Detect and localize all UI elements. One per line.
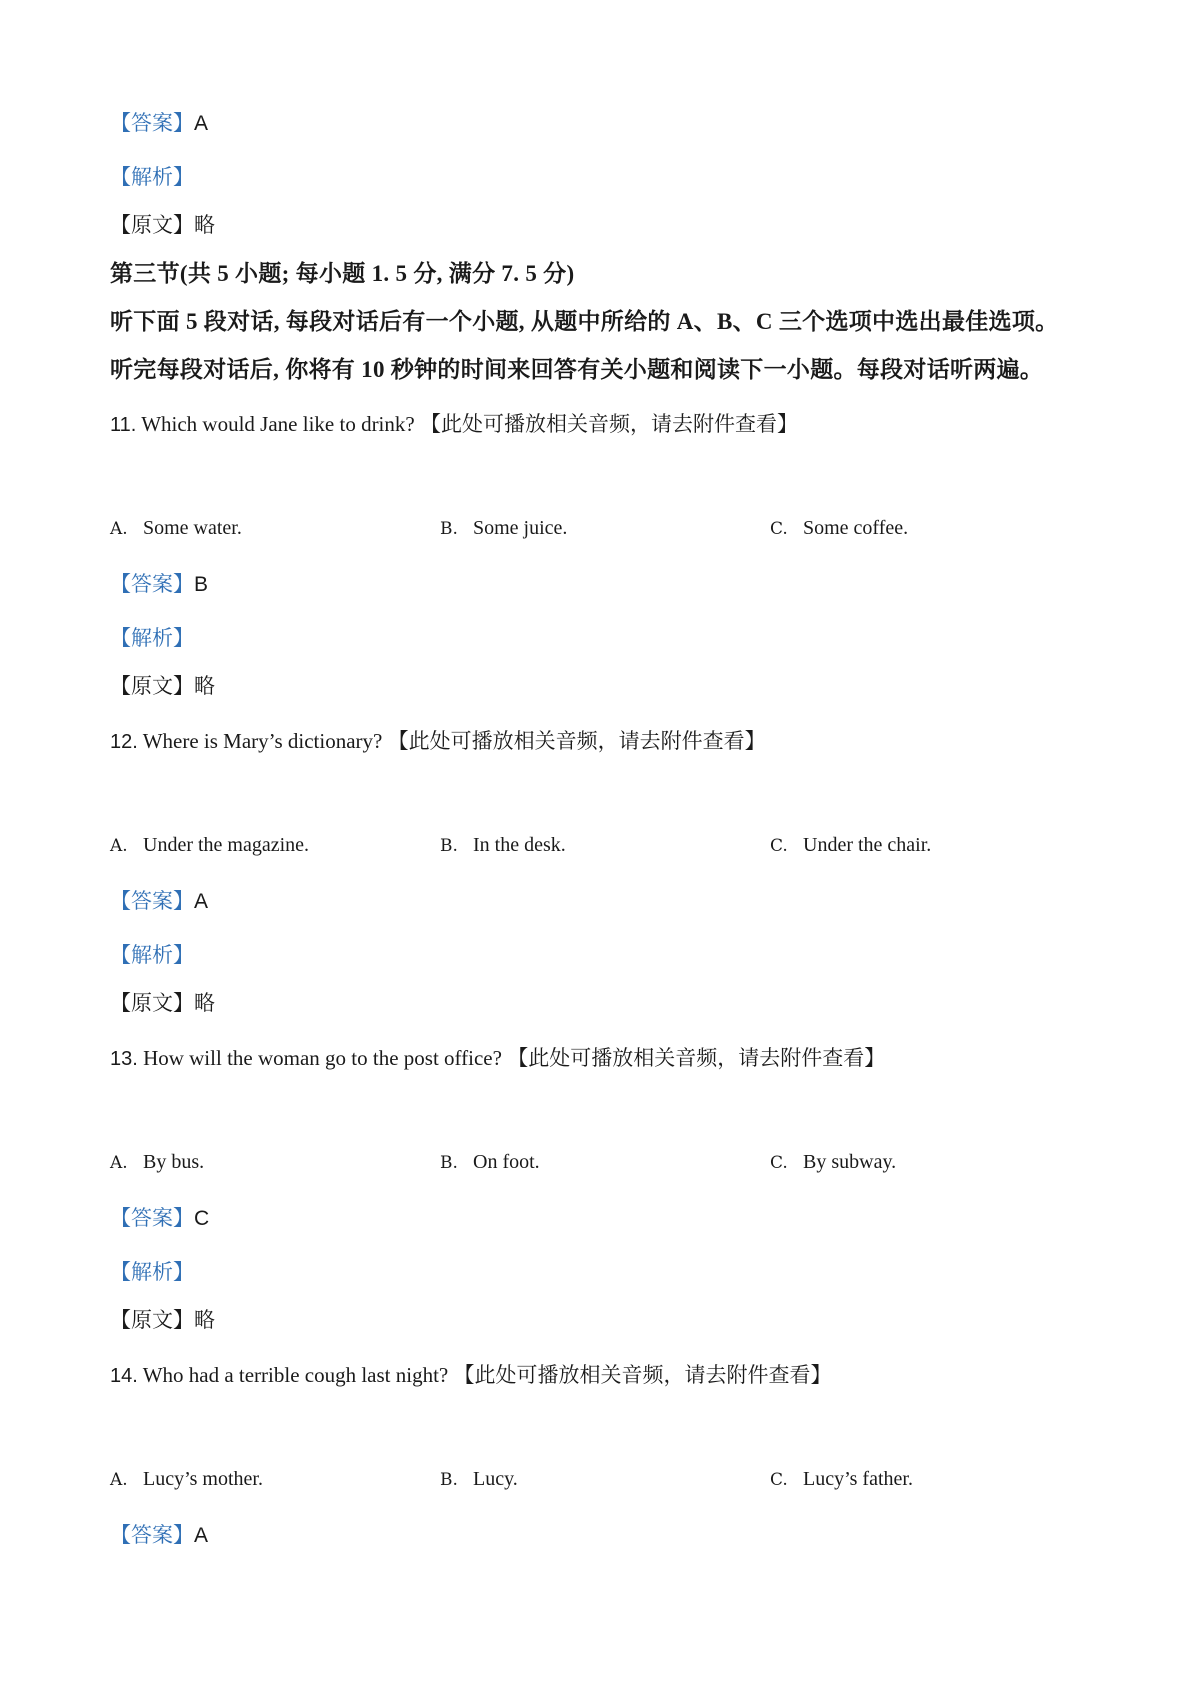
answer-value: A <box>194 1524 209 1547</box>
original-label: 【原文】 <box>110 1308 194 1332</box>
analysis-label: 【解析】 <box>110 943 194 967</box>
original-label: 【原文】 <box>110 213 194 237</box>
answer-label: 【答案】 <box>110 111 194 135</box>
audio-note: 【此处可播放相关音频，请去附件查看】 <box>507 1046 886 1070</box>
question-number: 14. <box>110 1365 138 1387</box>
option-c[interactable]: C. By subway. <box>770 1151 897 1173</box>
option-a[interactable]: A. Under the magazine. <box>110 834 310 856</box>
section-title: 第三节(共 5 小题; 每小题 1. 5 分, 满分 7. 5 分) <box>110 261 575 286</box>
original-line <box>110 993 215 1014</box>
analysis-label: 【解析】 <box>110 165 194 189</box>
section-instruction-2: 听完每段对话后, 你将有 10 秒钟的时间来回答有关小题和阅读下一小题。每段对话听两遍。 <box>110 357 1044 382</box>
answer-label: 【答案】 <box>110 1206 194 1230</box>
option-a[interactable]: A. By bus. <box>110 1151 205 1173</box>
original-line <box>110 676 215 697</box>
answer-value: A <box>194 112 209 135</box>
option-b[interactable]: B. In the desk. <box>440 834 566 856</box>
answer-line <box>110 574 208 595</box>
analysis-label: 【解析】 <box>110 626 194 650</box>
option-c[interactable]: C. Lucy’s father. <box>770 1468 913 1490</box>
original-value: 略 <box>194 674 215 698</box>
answer-line <box>110 1208 209 1229</box>
answer-value: C <box>194 1207 210 1230</box>
option-b[interactable]: B. Lucy. <box>440 1468 518 1490</box>
answer-label: 【答案】 <box>110 1523 194 1547</box>
original-label: 【原文】 <box>110 991 194 1015</box>
question-text: Where is Mary’s dictionary? <box>142 729 383 753</box>
question-14 <box>110 1365 832 1386</box>
option-a[interactable]: A. Lucy’s mother. <box>110 1468 263 1490</box>
answer-label: 【答案】 <box>110 572 194 596</box>
answer-line <box>110 1525 208 1546</box>
question-12 <box>110 731 766 752</box>
option-b[interactable]: B. On foot. <box>440 1151 540 1173</box>
section-instruction-1: 听下面 5 段对话, 每段对话后有一个小题, 从题中所给的 A、B、C 三个选项中选出最佳选项。 <box>110 309 1059 334</box>
answer-label: 【答案】 <box>110 889 194 913</box>
audio-note: 【此处可播放相关音频，请去附件查看】 <box>387 729 766 753</box>
question-text: Which would Jane like to drink? <box>141 412 415 436</box>
original-label: 【原文】 <box>110 674 194 698</box>
audio-note: 【此处可播放相关音频，请去附件查看】 <box>453 1363 832 1387</box>
option-c[interactable]: C. Under the chair. <box>770 834 932 856</box>
original-value: 略 <box>194 1308 215 1332</box>
question-text: Who had a terrible cough last night? <box>142 1363 449 1387</box>
answer-value: A <box>194 890 209 913</box>
question-13 <box>110 1048 885 1069</box>
question-number: 13. <box>110 1048 138 1070</box>
audio-note: 【此处可播放相关音频，请去附件查看】 <box>419 412 798 436</box>
answer-line <box>110 113 208 134</box>
original-value: 略 <box>194 991 215 1015</box>
question-11 <box>110 414 798 435</box>
answer-line <box>110 891 208 912</box>
original-line <box>110 215 215 236</box>
question-text: How will the woman go to the post office? <box>143 1046 502 1070</box>
option-b[interactable]: B. Some juice. <box>440 517 568 539</box>
question-number: 12. <box>110 731 138 753</box>
question-number: 11. <box>110 414 137 436</box>
option-a[interactable]: A. Some water. <box>110 517 242 539</box>
original-line <box>110 1310 215 1331</box>
original-value: 略 <box>194 213 215 237</box>
option-c[interactable]: C. Some coffee. <box>770 517 909 539</box>
answer-value: B <box>194 573 209 596</box>
analysis-label: 【解析】 <box>110 1260 194 1284</box>
